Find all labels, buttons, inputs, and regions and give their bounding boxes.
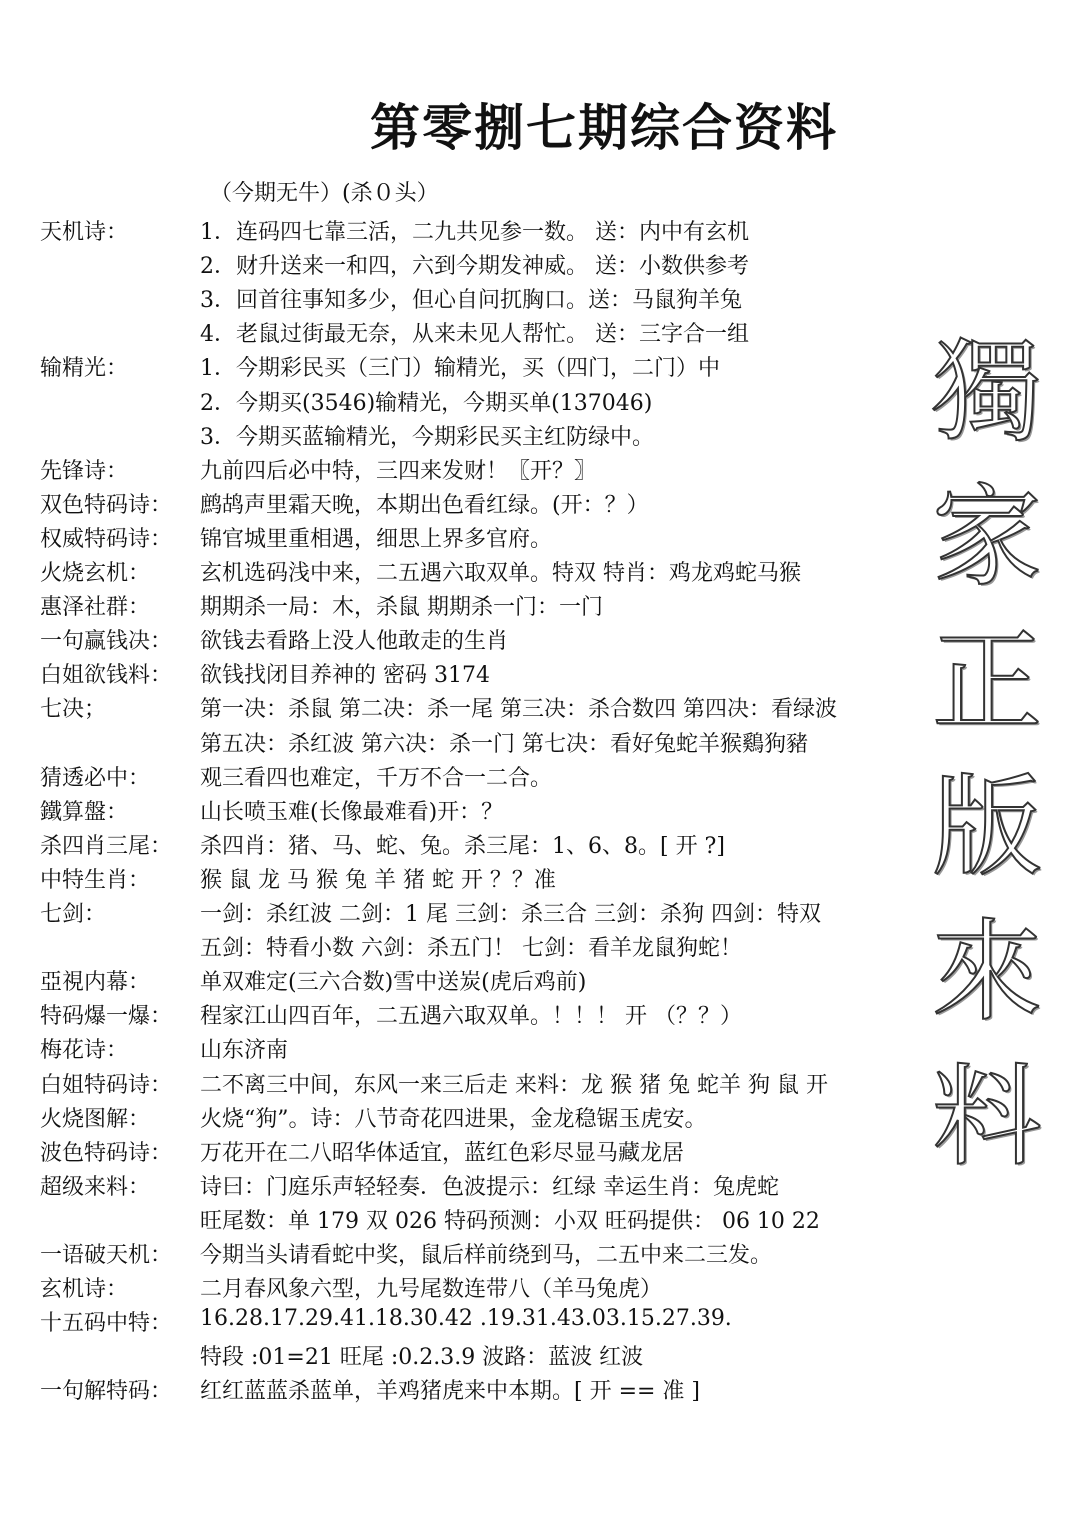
row-content: 欲钱找闭目养神的 密码 3174 [200,663,490,689]
row-content: 1．连码四七靠三活，二九共见参一数。 送：内中有玄机 [200,220,749,245]
row-content: 4．老鼠过街最无奈，从来未见人帮忙。 送：三字合一组 [200,322,749,348]
row-label: 天机诗： [40,220,129,245]
row-content: 第一决：杀鼠 第二决：杀一尾 第三决：杀合数四 第四决：看绿波 [200,697,837,723]
watermark-char: 正 [932,618,1042,746]
row-content: 特段 :01=21 旺尾 :0.2.3.9 波路：蓝波 红波 [200,1345,644,1371]
row-label: 火烧玄机： [40,561,151,586]
row-content: 诗曰：门庭乐声轻轻奏．色波提示：红绿 幸运生肖：兔虎蛇 [200,1174,779,1200]
row-label: 白姐欲钱料： [40,663,173,689]
row-label: 七决； [40,697,107,723]
row-content: 期期杀一局：木，杀鼠 期期杀一门：一门 [200,595,603,621]
page-subtitle: （今期无牛）(杀０头） [210,181,439,206]
row-content: 山东济南 [200,1038,289,1064]
row-label: 权威特码诗： [40,526,173,552]
row-label: 玄机诗： [40,1277,129,1303]
watermark-char: 來 [932,908,1042,1036]
row-content: 观三看四也难定，千万不合一二合。 [200,765,553,791]
row-label: 一句解特码： [40,1379,173,1405]
watermark-char: 家 [932,473,1042,601]
info-row [0,1272,1080,1306]
info-row [0,215,1080,249]
row-content: 万花开在二八昭华体适宜，蓝红色彩尽显马藏龙居 [200,1140,685,1166]
row-label: 惠泽社群： [40,595,151,621]
row-label: 超级来料： [40,1174,151,1200]
row-content: 第五决：杀红波 第六决：杀一门 第七决：看好兔蛇羊猴鷄狗豬 [200,731,808,757]
row-content: 猴 鼠 龙 马 猴 兔 羊 猪 蛇 开 ？？准 [200,867,556,893]
row-content: 单双难定(三六合数)雪中送炭(虎后鸡前) [200,970,587,996]
watermark-char: 獨 [932,328,1042,456]
row-content: 山长喷玉难(长像最难看)开：？ [200,799,504,825]
page-title: 第零捌七期综合资料 [370,98,838,157]
row-content: 五剑：特看小数 六剑：杀五门！ 七剑：看羊龙鼠狗蛇！ [200,936,742,962]
watermark-char: 料 [932,1053,1042,1181]
info-row [0,1238,1080,1272]
row-label: 先锋诗： [40,458,129,484]
row-content: 玄机选码浅中来，二五遇六取双单。特双 特肖：鸡龙鸡蛇马猴 [200,561,801,586]
row-label: 白姐特码诗： [40,1072,173,1098]
row-content: 程家江山四百年，二五遇六取双单。！！！ 开 （？？） [200,1004,742,1030]
row-content: 旺尾数：单 179 双 026 特码预测：小双 旺码提供： 06 10 22 [200,1208,820,1234]
row-content: 九前四后必中特，三四来发财！〖开？〗 [200,458,597,484]
row-label: 中特生肖： [40,867,151,893]
info-row [0,1374,1080,1408]
row-label: 梅花诗： [40,1038,129,1064]
info-row [0,283,1080,317]
info-row [0,1340,1080,1374]
row-content: 16.28.17.29.41.18.30.42 .19.31.43.03.15.27.39. [200,1306,732,1332]
row-content: 3．回首往事知多少，但心自问扤胸口。送：马鼠狗羊兔 [200,288,742,314]
info-row [0,1306,1080,1340]
row-content: 今期当头请看蛇中奖，鼠后样前绕到马，二五中来二三发。 [200,1243,773,1268]
info-row [0,1204,1080,1238]
row-label: 火烧图解： [40,1106,151,1132]
row-content: 二月春风象六型，九号尾数连带八（羊马兔虎） [200,1277,663,1303]
row-label: 输精光： [40,356,129,382]
row-content: 锦官城里重相遇，细思上界多官府。 [200,526,553,552]
row-content: 火烧“狗”。诗：八节奇花四进果，金龙稳锯玉虎安。 [200,1106,707,1132]
row-content: 二不离三中间，东风一来三后走 来料：龙 猴 猪 兔 蛇羊 狗 鼠 开 [200,1072,828,1098]
row-label: 双色特码诗： [40,492,173,518]
row-content: 2．财升送来一和四，六到今期发神威。 送：小数供参考 [200,254,749,280]
row-content: 鹧鸪声里霜天晚，本期出色看红绿。(开：？） [200,492,649,518]
info-row [0,249,1080,283]
row-content: 3．今期买蓝输精光，今期彩民买主红防绿中。 [200,424,654,450]
row-content: 红红蓝蓝杀蓝单，羊鸡猪虎来中本期。[ 开 == 准 ] [200,1379,701,1405]
exclusive-watermark [912,320,1062,1190]
row-label: 十五码中特： [40,1311,173,1337]
row-label: 一语破天机： [40,1243,173,1268]
row-label: 一句赢钱决： [40,629,173,655]
row-content: 欲钱去看路上没人他敢走的生肖 [200,629,509,655]
row-content: 1．今期彩民买（三门）输精光，买（四门，二门）中 [200,356,720,382]
row-label: 波色特码诗： [40,1140,173,1166]
row-content: 杀四肖：猪、马、蛇、兔。杀三尾：1、6、8。[ 开 ?] [200,833,725,859]
row-content: 一剑：杀红波 二剑：1 尾 三剑：杀三合 三剑：杀狗 四剑：特双 [200,902,821,927]
row-label: 亞視内幕： [40,970,151,996]
row-label: 鐵算盤： [40,799,129,825]
watermark-char: 版 [932,763,1042,891]
row-content: 2．今期买(3546)输精光，今期买单(137046) [200,390,653,416]
row-label: 特码爆一爆： [40,1004,173,1030]
row-label: 七剑： [40,902,107,927]
row-label: 杀四肖三尾： [40,833,173,859]
row-label: 猜透必中： [40,765,151,791]
